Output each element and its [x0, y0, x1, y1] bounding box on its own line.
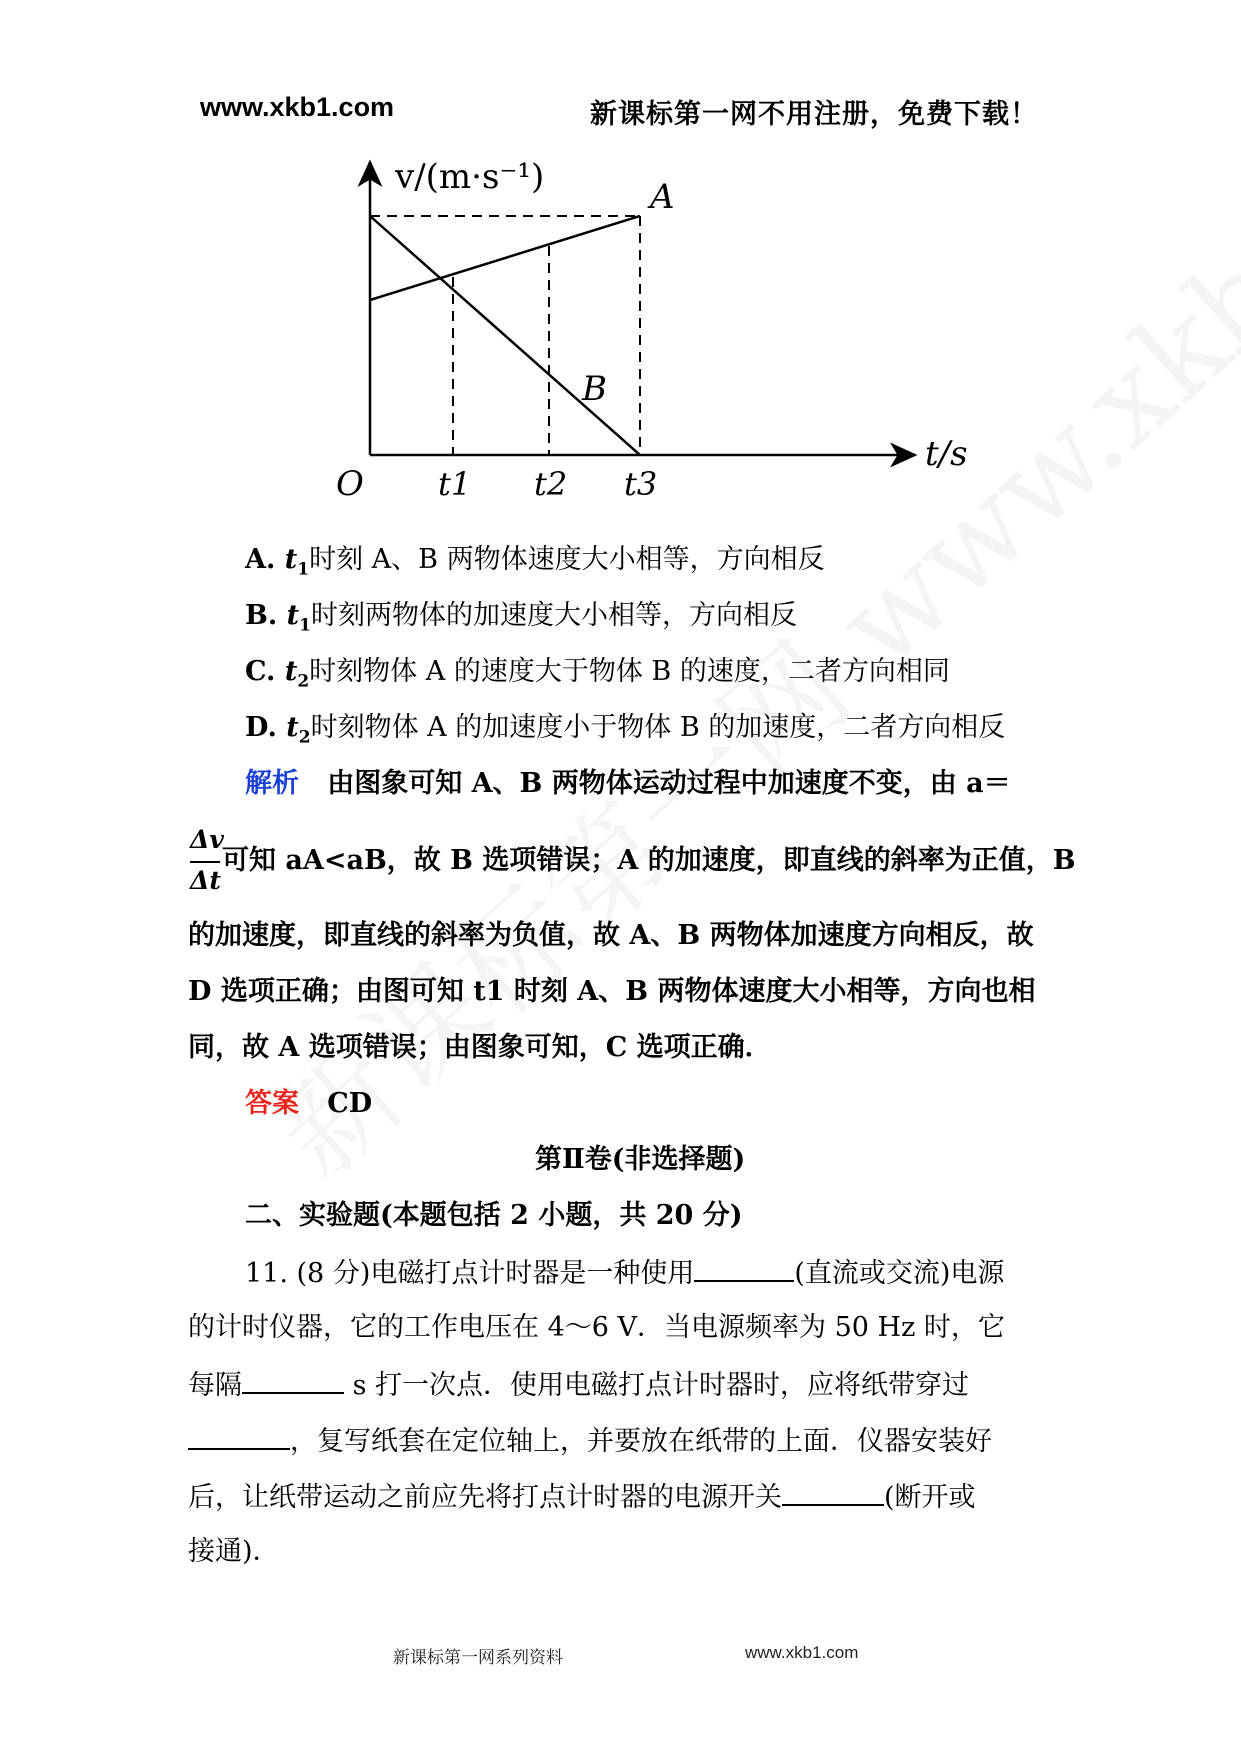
- analysis-line-2: 可知 aA<aB，故 B 选项错误；A 的加速度，即直线的斜率为正值，B: [222, 845, 1076, 876]
- label-b: B: [582, 369, 607, 409]
- q11-line-4: ，复写纸套在定位轴上，并要放在纸带的上面．仪器安装好: [188, 1422, 992, 1460]
- blank-2[interactable]: [242, 1366, 344, 1394]
- fraction-denominator: Δt: [190, 866, 221, 895]
- section-title: 第Ⅱ卷(非选择题): [535, 1144, 746, 1175]
- footer-right[interactable]: www.xkb1.com: [745, 1643, 859, 1662]
- tick-t2: t2: [534, 465, 568, 503]
- section-subtitle: 二、实验题(本题包括 2 小题，共 20 分): [245, 1200, 743, 1231]
- footer-left: 新课标第一网系列资料: [393, 1648, 563, 1668]
- blank-4[interactable]: [782, 1478, 884, 1506]
- answer-value: CD: [327, 1088, 373, 1119]
- answer-label: 答案: [245, 1088, 299, 1119]
- header-site[interactable]: www.xkb1.com: [200, 92, 395, 122]
- tick-t3: t3: [624, 465, 658, 503]
- q11-line-1: 11. (8 分)电磁打点计时器是一种使用 (直流或交流)电源: [245, 1254, 1004, 1292]
- q11-line-2: 的计时仪器，它的工作电压在 4～6 V．当电源频率为 50 Hz 时，它: [188, 1312, 1005, 1343]
- option-c: C. $t_2$时刻物体 A 的速度大于物体 B 的速度，二者方向相同: [245, 656, 950, 692]
- blank-3[interactable]: [188, 1422, 290, 1450]
- origin-label: O: [336, 464, 364, 504]
- analysis-line-3: 的加速度，即直线的斜率为负值，故 A、B 两物体加速度方向相反，故: [188, 920, 1034, 951]
- blank-1[interactable]: [694, 1254, 794, 1282]
- header-slogan: 新课标第一网不用注册，免费下载！: [590, 99, 1038, 130]
- label-a: A: [650, 177, 675, 217]
- answer-line: [245, 1086, 372, 1122]
- y-axis-label: v/(m·s⁻¹): [395, 157, 545, 197]
- q11-line-3: 每隔 s 打一次点．使用电磁打点计时器时，应将纸带穿过: [188, 1366, 969, 1404]
- analysis-label: 解析: [245, 768, 299, 799]
- fraction-numerator: Δv: [190, 825, 224, 854]
- line-b: [370, 216, 640, 455]
- analysis-line-1: 解析 由图象可知 A、B 两物体运动过程中加速度不变，由 a＝: [245, 768, 1011, 799]
- x-axis-label: t/s: [925, 434, 968, 474]
- q11-line-6: 接通)．: [188, 1536, 280, 1567]
- line-a: [370, 216, 640, 300]
- analysis-line-5: 同，故 A 选项错误；由图象可知，C 选项正确．: [188, 1032, 772, 1063]
- option-d: D. $t_2$时刻物体 A 的加速度小于物体 B 的加速度，二者方向相反: [245, 712, 1006, 748]
- tick-t1: t1: [438, 465, 472, 503]
- fraction-bar: [190, 861, 220, 863]
- analysis-line-4: D 选项正确；由图可知 t1 时刻 A、B 两物体速度大小相等，方向也相: [188, 976, 1036, 1007]
- q11-line-5: 后，让纸带运动之前应先将打点计时器的电源开关 (断开或: [188, 1478, 976, 1516]
- option-a: A. $t_1$时刻 A、B 两物体速度大小相等，方向相反: [245, 544, 825, 580]
- option-b: B. $t_1$时刻两物体的加速度大小相等，方向相反: [245, 600, 797, 636]
- vt-graph: [300, 150, 980, 515]
